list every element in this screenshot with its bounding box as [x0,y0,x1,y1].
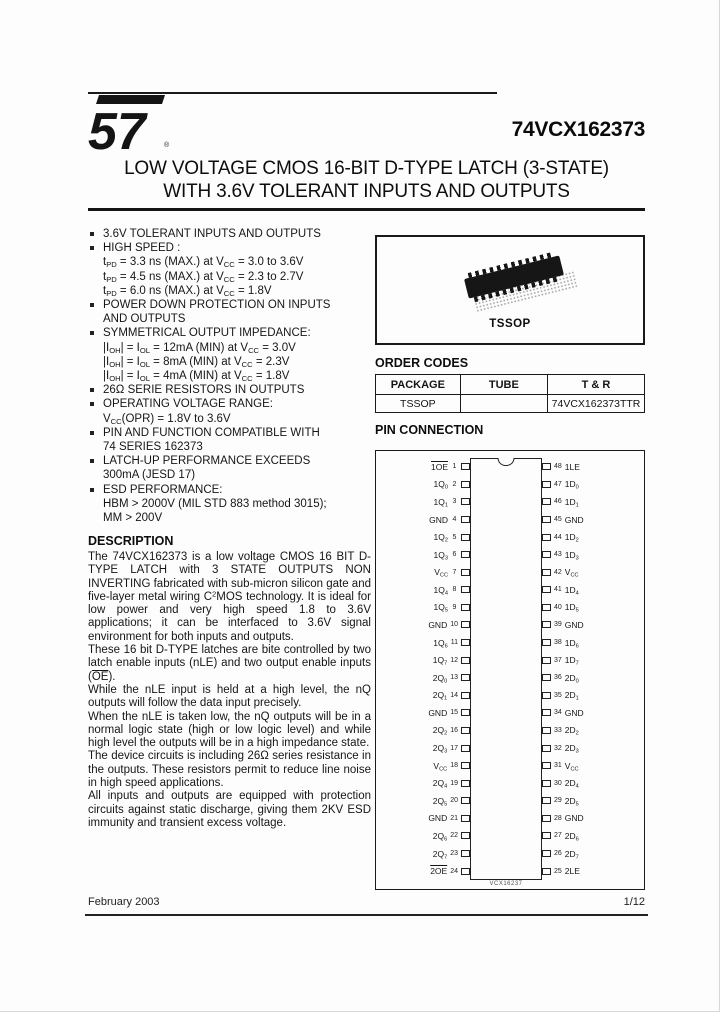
pin-label: $1Q_0$ [433,479,448,491]
pin-stub-icon [542,586,551,593]
pin-label: $1Q_1$ [433,496,448,509]
pin-label: $V_{CC}$ [564,567,579,579]
bullet-square-icon [90,402,94,406]
pin-label: $2Q_0$ [432,672,448,685]
feature-item [88,426,376,454]
description-heading: DESCRIPTION [88,534,174,548]
pin-label: $1D_5$ [564,602,579,614]
package-label: TSSOP [489,318,531,330]
pin-label: $2Q_4$ [432,778,448,790]
pin-label: $1D_1$ [564,496,579,509]
order-codes-column-header: T & R [548,375,645,395]
pin-number: 24 [450,867,458,875]
pin-stub-icon [461,604,470,611]
pin-stub-icon [542,832,551,839]
pin-row-right [542,581,640,599]
svg-text:57: 57 [88,103,146,154]
pin-stub-icon [461,621,470,628]
pin-number: 17 [450,744,458,752]
pin-number: 11 [450,639,458,647]
pin-stub-icon [461,534,470,541]
pin-label: GND [428,707,448,718]
pin-label: $2D_0$ [564,672,579,685]
pin-number: 14 [450,691,458,699]
pin-number: 5 [452,533,457,541]
bullet-square-icon [90,459,94,463]
pin-row-left [382,757,470,775]
pin-number: 33 [554,726,562,734]
order-codes-cell: 74VCX162373TTR [548,395,645,413]
pin-number: 43 [554,551,562,559]
pin-label: $1D_6$ [564,637,579,649]
pin-number: 42 [554,568,562,576]
pin-label: $1D_3$ [564,549,579,562]
pin-label: $V_{CC}$ [564,760,579,772]
pin-number: 19 [450,779,458,787]
pin-row-right [542,528,640,546]
pin-number: 22 [450,832,458,840]
pin-row-right [542,687,640,705]
pin-row-left [382,581,470,599]
feature-item [88,326,376,383]
pin-number: 7 [452,568,457,576]
pin-label: GND [428,813,448,824]
pin-label: $1D_0$ [564,479,579,491]
pin-number: 18 [450,762,458,770]
diagram-code: VCX16237 [489,881,523,887]
pin-stub-icon [542,727,551,734]
pin-stub-icon [542,463,551,470]
order-codes-column-header: PACKAGE [376,375,461,395]
pin-row-left [382,845,470,863]
pin-row-right [542,792,640,810]
pin-stub-icon [461,780,470,787]
pin-label: $2Q_3$ [432,743,448,755]
pin-row-right [542,493,640,511]
pin-label: $V_{CC}$ [433,760,448,772]
pin-row-left [382,476,470,494]
pin-number: 47 [554,480,562,488]
feature-item [88,383,376,397]
feature-item [88,397,376,425]
part-number: 74VCX162373 [511,118,645,141]
pin-stub-icon [542,604,551,611]
pin-row-right [542,669,640,687]
bullet-square-icon [90,388,94,392]
footer-date: February 2003 [88,896,160,908]
title-line1: LOW VOLTAGE CMOS 16-BIT D-TYPE LATCH (3-STATE) [124,158,609,179]
feature-text: PIN AND FUNCTION COMPATIBLE WITH 74 SERIES 162373 [103,426,320,454]
pin-stub-icon [461,692,470,699]
features-list [88,227,376,525]
pin-stub-icon [461,498,470,505]
pin-stub-icon [542,551,551,558]
pin-stub-icon [461,586,470,593]
pin-row-right [542,722,640,740]
pin-row-left [382,862,470,880]
pin-stub-icon [461,481,470,488]
pin-row-right [542,810,640,828]
description-paragraph: While the nLE input is held at a high level, the nQ outputs will follow the data input precisely. [88,683,371,710]
feature-item [88,454,376,482]
pin-stub-icon [461,516,470,523]
pin-row-right [542,845,640,863]
feature-text: OPERATING VOLTAGE RANGE: $V_{CC}(OPR) = 1.8V$ to 3.6V [103,398,273,426]
description-paragraph: All inputs and outputs are equipped with protection circuits against static discharge, giving them 2KV ESD immunity and transient excess voltage. [88,790,371,829]
pin-label: $1Q_6$ [433,637,448,649]
pin-label: $2D_5$ [564,795,579,808]
bullet-square-icon [90,303,94,307]
feature-text: 26Ω SERIE RESISTORS IN OUTPUTS [103,384,305,397]
pin-number: 27 [554,832,562,840]
feature-item [88,227,376,241]
pin-stub-icon [542,657,551,664]
pin-stub-icon [542,868,551,875]
pin-number: 3 [452,498,457,506]
feature-item [88,241,376,298]
pin-row-right [542,511,640,529]
pin-stub-icon [461,639,470,646]
pin-label: 1OE [430,461,448,472]
pin-number: 35 [554,691,562,699]
pin-number: 34 [554,709,562,717]
pin-number: 26 [554,850,562,857]
pin-number: 4 [452,516,457,524]
pin-row-right [542,616,640,634]
pin-row-left [382,528,470,546]
pin-stub-icon [542,621,551,628]
pin-row-right [542,563,640,581]
pin-label: $1Q_2$ [433,532,448,544]
pin-label: $2Q_5$ [432,795,448,808]
pin-row-left [382,563,470,581]
pin-row-right [542,634,640,652]
pin-number: 23 [450,850,458,857]
pin-label: $2Q_2$ [432,725,448,737]
feature-text: ESD PERFORMANCE: HBM > 2000V (MIL STD 883 method 3015); MM > 200V [103,483,327,525]
feature-item [88,298,376,326]
order-codes-cell [460,395,547,413]
pin-stub-icon [542,534,551,541]
pin-number: 45 [554,516,562,524]
pin-row-right [542,757,640,775]
pin-row-right [542,827,640,845]
pin-stub-icon [542,569,551,576]
pin-stub-icon [542,516,551,523]
pin-number: 38 [554,639,562,647]
pin-label: $2D_4$ [564,778,579,790]
pin-row-left [382,687,470,705]
pin-row-left [382,704,470,722]
pin-label: $1D_4$ [564,584,579,597]
page-title [88,157,645,203]
registered-mark: ® [164,142,170,149]
pin-row-left [382,774,470,792]
pin-number: 44 [554,533,562,541]
footer-rule [85,914,648,916]
pin-label: 2OE [430,866,448,877]
pin-number: 41 [554,586,562,594]
pin-stub-icon [542,745,551,752]
order-codes-body [376,395,645,413]
pin-label: $2D_6$ [564,830,579,843]
pin-stub-icon [461,815,470,822]
footer-page-number: 1/12 [623,896,645,908]
pin-label: GND [564,707,584,718]
pin-stub-icon [542,692,551,699]
description-section [88,534,371,830]
pin-label: $1D_7$ [564,655,579,667]
bullet-square-icon [90,232,94,236]
pin-number: 39 [554,621,562,629]
pin-label: $2Q_6$ [432,830,448,843]
pin-stub-icon [542,780,551,787]
pin-label: $V_{CC}$ [434,567,448,579]
description-paragraph: These 16 bit D-TYPE latches are bite controlled by two latch enable inputs (nLE) and two output enable inputs $(\overline{OE})$. [88,644,371,683]
pin-label: $2D_7$ [564,848,579,860]
pin-stub-icon [461,762,470,769]
pin-row-left [382,810,470,828]
pin-stub-icon [542,639,551,646]
pin-number: 32 [554,744,562,752]
pin-label: $1Q_3$ [433,549,448,562]
order-codes-row [376,395,645,413]
pin-row-right [542,651,640,669]
pin-row-left [382,792,470,810]
pin-stub-icon [461,832,470,839]
pin-connection-box [375,450,645,890]
pin-number: 20 [450,797,458,805]
pin-stub-icon [461,745,470,752]
pin-number: 1 [452,463,457,471]
pin-row-right [542,546,640,564]
pin-row-left [382,546,470,564]
pin-row-left [382,739,470,757]
pin-number: 30 [554,779,562,787]
pin-number: 21 [450,814,458,822]
pin-stub-icon [461,850,470,857]
pin-label: GND [564,619,584,630]
order-codes-column-header: TUBE [460,375,547,395]
pin-row-right [542,774,640,792]
pin-number: 40 [554,603,562,611]
pin-row-left [382,493,470,511]
pin-label: GND [429,514,448,525]
description-paragraph: The device circuits is including 26Ω series resistance in the outputs. These resistors permit to reduce line noise in high speed applications. [88,750,371,790]
pin-stub-icon [461,569,470,576]
pin-stub-icon [542,709,551,716]
pin-label: $2Q_1$ [432,690,448,702]
title-line2: WITH 3.6V TOLERANT INPUTS AND OUTPUTS [163,181,570,202]
order-codes-header-row [376,375,645,395]
pin-stub-icon [461,868,470,875]
pin-stub-icon [461,674,470,681]
order-codes-table [375,374,645,413]
description-paragraphs [88,551,371,830]
pin-row-left [382,511,470,529]
feature-text: POWER DOWN PROTECTION ON INPUTS AND OUTPUTS [103,299,331,326]
pin-number: 31 [554,762,562,770]
pin-column-right [542,458,640,880]
feature-text: HIGH SPEED : $t_{PD} = 3.3$ ns (MAX.) at $V_{CC} = 3.0$ to 3.6V $t_{PD} = 4.5$ ns (MAX.) at $V_{CC} = 2.3$ to 2.7V $t_{PD} = 6.0$ ns (MAX.) at $V_{CC} = 1.8V$ [103,242,304,298]
pin-stub-icon [542,762,551,769]
pin-row-left [382,827,470,845]
pin-stub-icon [542,674,551,681]
pin-stub-icon [461,709,470,716]
pin-stub-icon [542,498,551,505]
pin-stub-icon [542,850,551,857]
bullet-square-icon [90,488,94,492]
pin-label: 2LE [564,866,580,877]
pin-number: 6 [452,551,457,559]
pin-row-left [382,458,470,476]
bullet-square-icon [90,331,94,335]
pin-label: GND [428,619,448,630]
feature-text: SYMMETRICAL OUTPUT IMPEDANCE: $|I_{OH}| = I_{OL} = 12mA$ (MIN) at $V_{CC} = 3.0V$ $|I_{OH}| = I_{OL} = 8mA$ (MIN) at $V_{CC} = 2.3V$ $|I_{OH}| = I_{OL} = 4mA$ (MIN) at $V_{CC} = 1.8V$ [103,327,311,383]
pin-number: 28 [554,814,562,822]
pin-stub-icon [461,657,470,664]
package-box [375,235,645,345]
pin-number: 13 [450,674,458,682]
feature-item [88,483,376,526]
pin-label: $2D_3$ [564,743,579,755]
bullet-square-icon [90,246,94,250]
pin-row-right [542,458,640,476]
pin-number: 9 [452,603,457,611]
pin-number: 48 [554,463,562,471]
pin-number: 25 [554,867,562,875]
pin-row-left [382,651,470,669]
pin-number: 37 [554,656,562,664]
pin-stub-icon [542,797,551,804]
pin-number: 2 [452,480,457,488]
pin-row-right [542,862,640,880]
order-codes-heading: ORDER CODES [375,356,469,370]
chip-outline [470,458,542,880]
pin-stub-icon [542,481,551,488]
pin-row-left [382,634,470,652]
pin-stub-icon [461,551,470,558]
st-logo-icon [86,94,166,154]
pin-row-left [382,669,470,687]
description-paragraph: When the nLE is taken low, the nQ outputs will be in a normal logic state (high or low logic level) and while high level the outputs will be in a high impedance state. [88,710,371,750]
pin-row-right [542,739,640,757]
pin-number: 46 [554,498,562,506]
pin-label: $1Q_7$ [432,655,448,667]
pin-label: $2Q_7$ [432,848,448,860]
pin-label: 1LE [564,461,580,472]
pin-label: $2D_2$ [564,725,579,737]
pin-number: 29 [554,797,562,805]
pin-number: 16 [450,726,458,734]
pin-row-left [382,616,470,634]
pin-number: 8 [452,586,457,594]
pin-connection-heading: PIN CONNECTION [375,423,484,437]
pin-number: 12 [450,656,458,664]
pin-stub-icon [461,797,470,804]
chip-notch-icon [498,458,515,466]
pin-number: 10 [450,621,458,629]
pin-column-left [382,458,470,880]
pin-row-right [542,476,640,494]
pin-number: 36 [554,674,562,682]
pin-row-left [382,599,470,617]
pin-label: $1D_2$ [564,532,579,544]
pin-stub-icon [542,815,551,822]
pin-label: $1Q_5$ [433,602,448,614]
order-codes-cell: TSSOP [376,395,461,413]
pin-number: 15 [450,709,458,717]
pin-stub-icon [461,463,470,470]
feature-text: 3.6V TOLERANT INPUTS AND OUTPUTS [103,228,321,240]
description-paragraph: The 74VCX162373 is a low voltage CMOS 16 BIT D-TYPE LATCH with 3 STATE OUTPUTS NON INVERTING fabricated with sub-micron silicon gate and five-layer metal wiring $C^2MOS$ technology. It is ideal for low power and very high speed 1.8 to 3.6V applications; it can be interfaced to 3.6V signal environment for both inputs and outputs. [88,551,371,643]
pin-label: GND [564,514,584,525]
pin-row-right [542,599,640,617]
pin-label: GND [564,813,584,824]
feature-text: LATCH-UP PERFORMANCE EXCEEDS 300mA (JESD 17) [103,455,311,482]
pin-stub-icon [461,727,470,734]
pin-label: $2D_1$ [564,690,579,702]
title-rule [88,208,645,211]
bullet-square-icon [90,431,94,435]
pin-label: $1Q_4$ [433,584,448,597]
pin-row-right [542,704,640,722]
pin-row-left [382,722,470,740]
